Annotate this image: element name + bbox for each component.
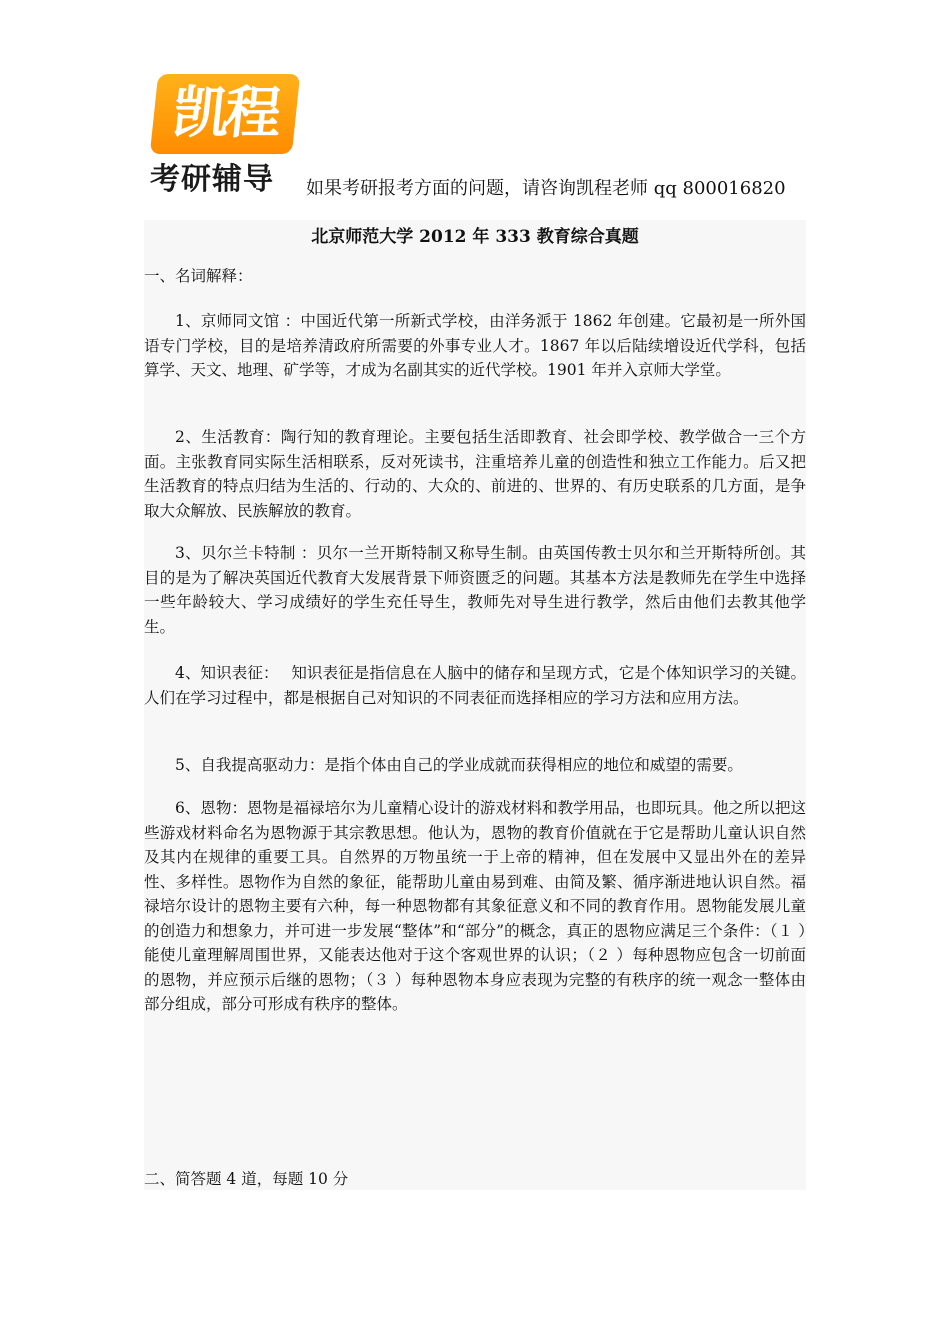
term-4-paragraph: 4、知识表征： 知识表征是指信息在人脑中的储存和呈现方式，它是个体知识学习的关键。人们在学习过程中，都是根据自己对知识的不同表征而选择相应的学习方法和应用方法。: [144, 664, 806, 707]
section-2-heading: 二、简答题 4 道，每题 10 分: [144, 1170, 349, 1188]
kaicheng-logo: [150, 74, 300, 200]
document-title: 北京师范大学 2012 年 333 教育综合真题: [311, 227, 639, 247]
contact-line: 如果考研报考方面的问题，请咨询凯程老师 qq 800016820: [306, 178, 786, 199]
section-1-heading: 一、名词解释：: [144, 267, 253, 285]
term-6-paragraph: 6、恩物：恩物是福禄培尔为儿童精心设计的游戏材料和教学用品，也即玩具。他之所以把这些游戏材料命名为恩物源于其宗教思想。他认为，恩物的教育价值就在于它是帮助儿童认识自然及其内在规律的重要工具。自然界的万物虽统一于上帝的精神，但在发展中又显出外在的差异性、多样性。恩物作为自然的象征，能帮助儿童由易到难、由简及繁、循序渐进地认识自然。福禄培尔设计的恩物主要有六种，每一种恩物都有其象征意义和不同的教育作用。恩物能发展儿童的创造力和想象力，并可进一步发展“整体”和“部分”的概念，真正的恩物应满足三个条件：（１ ）能使儿童理解周围世界，又能表达他对于这个客观世界的认识；（２ ）每种恩物应包含一切前面的恩物，并应预示后继的恩物；（３ ）每种恩物本身应表现为完整的有秩序的统一观念一整体由部分组成，部分可形成有秩序的整体。: [144, 799, 806, 1013]
term-3-paragraph: 3、贝尔兰卡特制 ：贝尔一兰开斯特制又称导生制。由英国传教士贝尔和兰开斯特所创。其目的是为了解决英国近代教育大发展背景下师资匮乏的问题。其基本方法是教师先在学生中选择一些年龄较大、学习成绩好的学生充任导生，教师先对导生进行教学，然后由他们去教其他学生。: [144, 544, 806, 636]
document-body: [144, 220, 806, 1190]
term-1-paragraph: 1、京师同文馆 ：中国近代第一所新式学校，由洋务派于 1862 年创建。它最初是一所外国语专门学校，目的是培养清政府所需要的外事专业人才。1867 年以后陆续增设近代学科，包括算学、天文、地理、矿学等，才成为名副其实的近代学校。1901 年并入京师大学堂。: [144, 312, 806, 379]
term-5-paragraph: 5、自我提高驱动力：是指个体由自己的学业成就而获得相应的地位和威望的需要。: [175, 756, 743, 774]
logo-subtitle: 考研辅导: [150, 162, 274, 197]
logo-mark: 凯程: [150, 74, 300, 154]
term-2-paragraph: 2、生活教育：陶行知的教育理论。主要包括生活即教育、社会即学校、教学做合一三个方面。主张教育同实际生活相联系，反对死读书，注重培养儿童的创造性和独立工作能力。后又把生活教育的特点归结为生活的、行动的、大众的、前进的、世界的、有历史联系的几方面，是争取大众解放、民族解放的教育。: [144, 428, 806, 520]
